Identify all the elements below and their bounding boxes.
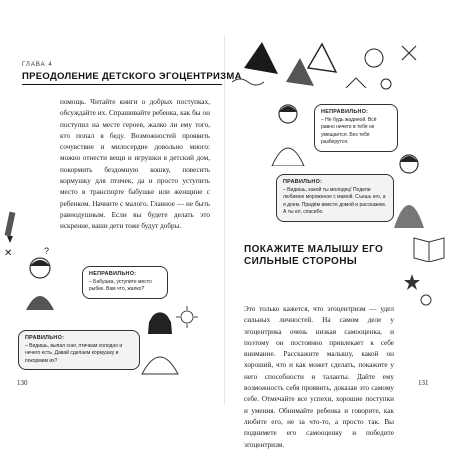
left-page-number: 130 [17,379,28,387]
bubble-wrong-right-tag: НЕПРАВИЛЬНО: [321,109,369,115]
left-paragraph: помощь. Читайте книги о добрых поступках, обсуждайте их. Спрашивайте ребенка, как бы он поступил на месте героев, жалко ли ему того, кто попал в беду. Возможностей проявить сочувствие и милосердие довольно много: можно отнести вещи и игрушки в детский дом, покормить бездомную кошку, повесить кормушку для птичек, да и просто уступить место в транспорте бабушке или женщине с ребенком. Начните с малого. Главное — не быть равнодушным. Если вы будете делать это искренне, ваши дети тоже будут добры. [60,98,210,231]
right-paragraph: Это только кажется, что эгоцентризм — удел сильных личностей. На самом деле у эгоцентрика очень низкая самооценка, и поэтому он постоянно привлекает к себе внимание. Расскажите малышу, какой он хороший, что и как может сделать, покажите у него способности и таланты. Дайте ему возможность себя проявить, доказав это самому себе. Отмечайте все успехи, хорошие поступки и умения. Обнимайте ребенка и говорите, как любите его, не за что-то, а просто так. Вы поднимете его самооценку и победите эгоцентризм. [244,305,394,449]
crying-boy-illustration [388,150,430,228]
bubble-right-right [276,174,394,222]
stars-doodle-icon [402,270,436,310]
bubble-right-left [18,330,140,370]
bubble-wrong-right-text: – Не будь жадиной. Всё равно ничего в тебя не умещается. Без тебя разберутся. [321,116,377,146]
bubble-wrong-left-tag: НЕПРАВИЛЬНО: [89,271,137,277]
book-doodle-icon [412,232,446,262]
bubble-wrong-right [314,104,398,152]
sun-doodle-icon [176,306,198,328]
cross-doodle-icon: ✕ [4,248,13,259]
question-mark-icon: ? [44,246,50,256]
bubble-right-right-text: – Видишь, какой ты молодец! Подели любимое мороженое с мамой. Съешь его, а я доем. Придём вместе домой и расскажем. А ты ел, спасибо. [283,186,387,216]
chapter-label: ГЛАВА 4 [22,62,53,68]
pencil-doodle-icon [2,210,18,244]
man-illustration [268,100,308,166]
right-page-number: 131 [418,379,429,387]
bubble-wrong-left-text: – Бабушка, уступите место рыбке. Вам что, жалко? [89,278,152,293]
bubble-right-left-tag: ПРАВИЛЬНО: [25,335,65,341]
boy-illustration [16,252,66,312]
chapter-title: ПРЕОДОЛЕНИЕ ДЕТСКОГО ЭГОЦЕНТРИЗМА [22,71,242,82]
bubble-right-right-tag: ПРАВИЛЬНО: [283,179,323,185]
section-heading: ПОКАЖИТЕ МАЛЫШУ ЕГО СИЛЬНЫЕ СТОРОНЫ [244,244,384,267]
chapter-rule [22,84,222,85]
bubble-right-left-text: – Видишь, выпал снег, птичкам холодно и нечего есть. Давай сделаем кормушку и покормим их? [25,342,123,364]
book-spine [224,36,225,404]
bubble-wrong-left [82,266,168,299]
triangle-doodles-icon [226,38,446,100]
